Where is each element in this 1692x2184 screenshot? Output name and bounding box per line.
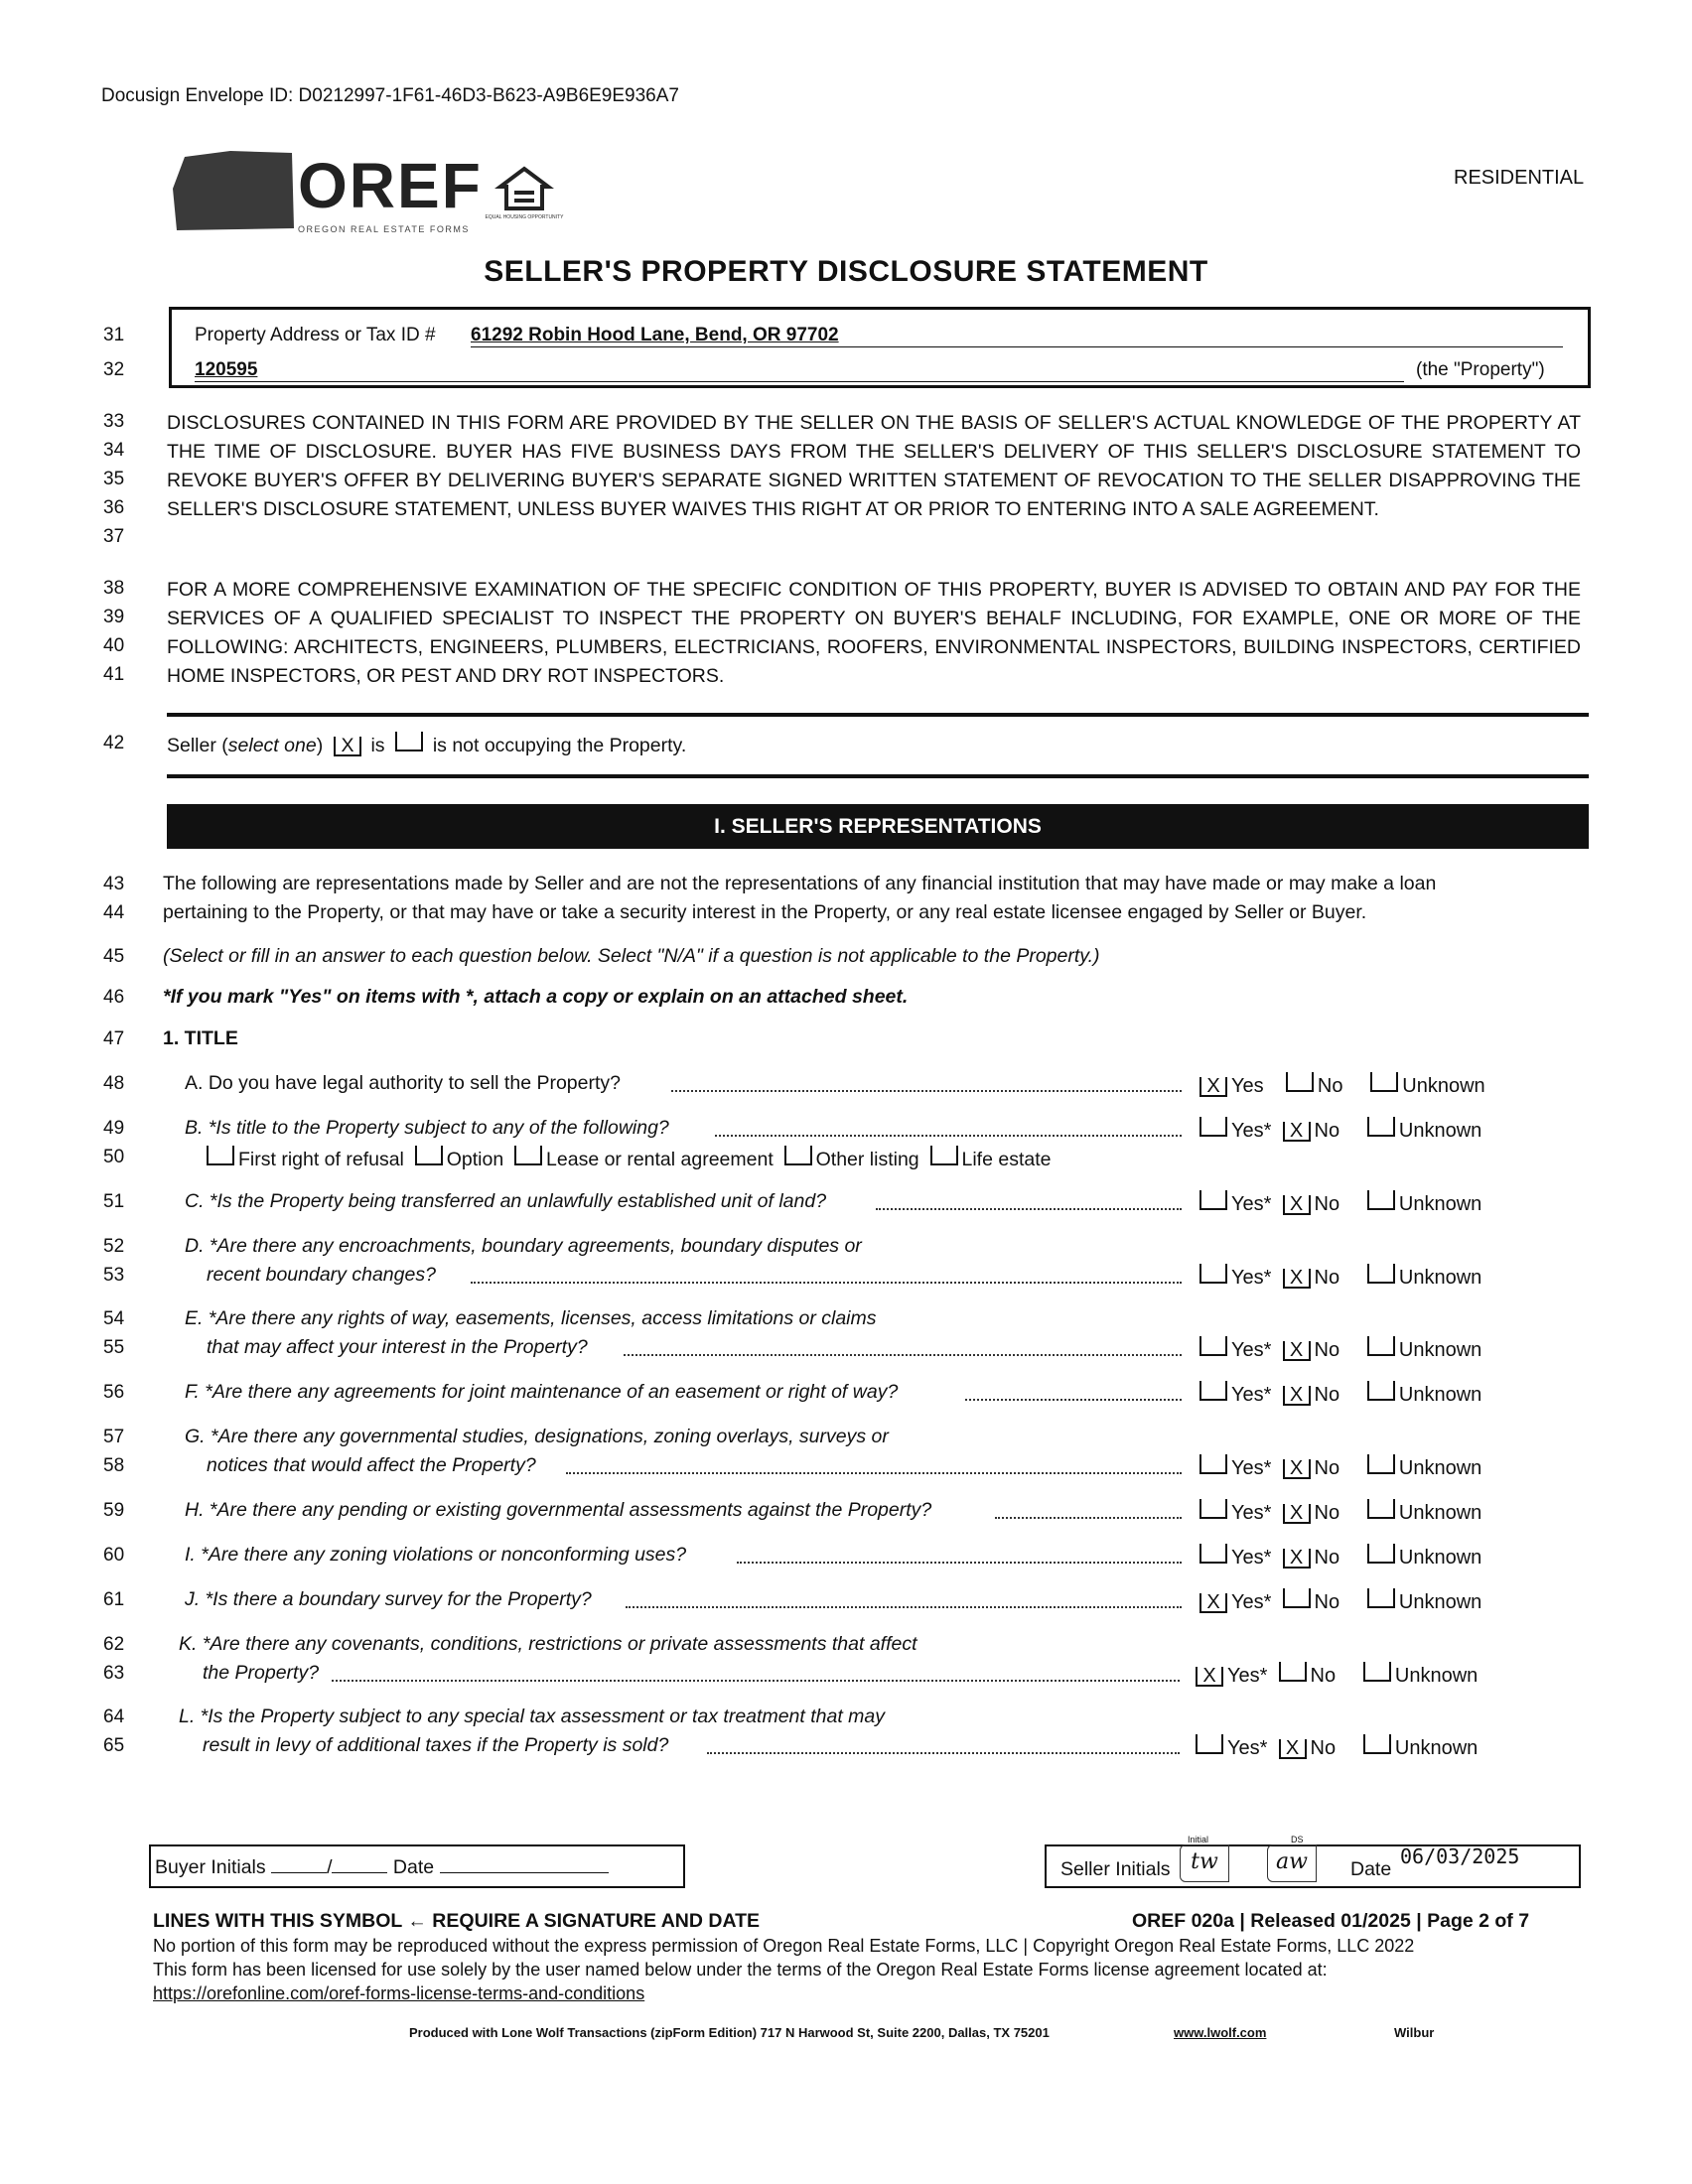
question-d-text: D. *Are there any encroachments, boundary agreements, boundary disputes or	[185, 1235, 862, 1257]
ds-tag: DS	[1291, 1835, 1304, 1844]
line-number: 34	[103, 440, 125, 461]
lwolf-link[interactable]: www.lwolf.com	[1174, 2025, 1267, 2040]
question-f-answers: Yes* X No Unknown	[1199, 1381, 1481, 1407]
yes-checkbox[interactable]: X	[1199, 1593, 1227, 1613]
dot-leader	[332, 1680, 1180, 1682]
occupying-checkbox[interactable]: X	[334, 737, 361, 756]
lease-checkbox[interactable]	[514, 1146, 542, 1165]
no-checkbox[interactable]: X	[1283, 1269, 1311, 1289]
line-number: 44	[103, 902, 125, 923]
property-address-field[interactable]: 61292 Robin Hood Lane, Bend, OR 97702	[471, 325, 839, 345]
first-right-of-refusal-checkbox[interactable]	[207, 1146, 234, 1165]
seller-date-label: Date	[1350, 1858, 1392, 1880]
unknown-checkbox[interactable]	[1367, 1264, 1395, 1284]
page-title: SELLER'S PROPERTY DISCLOSURE STATEMENT	[484, 255, 1208, 288]
oref-logo-word: OREF	[298, 150, 483, 221]
no-checkbox[interactable]: X	[1283, 1386, 1311, 1406]
dot-leader	[624, 1354, 1182, 1356]
question-j-answers: X Yes* No Unknown	[1199, 1588, 1481, 1614]
yes-checkbox[interactable]	[1199, 1117, 1227, 1137]
line-number: 62	[103, 1634, 125, 1655]
unknown-checkbox[interactable]	[1367, 1499, 1395, 1519]
signature-notice: LINES WITH THIS SYMBOL ← REQUIRE A SIGNATURE AND DATE	[153, 1910, 761, 1932]
no-checkbox[interactable]: X	[1283, 1122, 1311, 1142]
unknown-checkbox[interactable]	[1367, 1381, 1395, 1401]
question-h-text: H. *Are there any pending or existing governmental assessments against the Property?	[185, 1499, 932, 1521]
dot-leader	[737, 1562, 1182, 1564]
property-suffix-label: (the "Property")	[1416, 359, 1545, 380]
question-f-text: F. *Are there any agreements for joint maintenance of an easement or right of way?	[185, 1381, 899, 1403]
representations-text-1: The following are representations made by Seller and are not the representations of any financial institution that may have made or may make a loan	[163, 873, 1437, 894]
line-number: 50	[103, 1147, 125, 1167]
line-number: 35	[103, 469, 125, 489]
dot-leader	[965, 1399, 1182, 1401]
line-number: 31	[103, 325, 125, 345]
question-c-answers: Yes* X No Unknown	[1199, 1190, 1481, 1216]
yes-checkbox[interactable]	[1199, 1381, 1227, 1401]
question-l-text: L. *Is the Property subject to any special tax assessment or tax treatment that may	[179, 1706, 885, 1727]
divider	[167, 774, 1589, 778]
question-j-text: J. *Is there a boundary survey for the Property?	[185, 1588, 592, 1610]
unknown-checkbox[interactable]	[1367, 1588, 1395, 1608]
yes-checkbox[interactable]	[1199, 1499, 1227, 1519]
question-a-text: A. Do you have legal authority to sell the Property?	[185, 1072, 621, 1094]
title-section-heading: 1. TITLE	[163, 1027, 238, 1049]
inspection-paragraph: FOR A MORE COMPREHENSIVE EXAMINATION OF THE SPECIFIC CONDITION OF THIS PROPERTY, BUYER IS ADVISED TO OBTAIN AND PAY FOR THE SERVICES OF A QUALIFIED SPECIALIST TO INSPECT THE PROPERTY ON BUYER'S BEHALF INCLUDING, FOR EXAMPLE, ONE OR MORE OF THE FOLLOWING: ARCHITECTS, ENGINEERS, PLUMBERS, ELECTRICIANS, ROOFERS, ENVIRONMENTAL INSPECTORS, BUILDING INSPECTORS, CERTIFIED HOME INSPECTORS, OR PEST AND DRY ROT INSPECTORS.	[167, 579, 1581, 687]
license-text: This form has been licensed for use solely by the user named below under the terms of the Oregon Real Estate Forms license agreement located at:	[153, 1960, 1328, 1979]
yes-checkbox[interactable]	[1199, 1544, 1227, 1564]
dot-leader	[995, 1517, 1182, 1519]
question-d-answers: Yes* X No Unknown	[1199, 1264, 1481, 1290]
license-link[interactable]: https://orefonline.com/oref-forms-license-terms-and-conditions	[153, 1983, 645, 2003]
other-listing-checkbox[interactable]	[784, 1146, 812, 1165]
question-g-text: G. *Are there any governmental studies, designations, zoning overlays, surveys or	[185, 1426, 889, 1447]
equal-housing-icon	[485, 165, 564, 224]
asterisk-note: *If you mark "Yes" on items with *, attach a copy or explain on an attached sheet.	[163, 986, 909, 1008]
question-e-text: E. *Are there any rights of way, easements, licenses, access limitations or claims	[185, 1307, 877, 1329]
no-checkbox[interactable]: X	[1283, 1195, 1311, 1215]
dot-leader	[715, 1135, 1182, 1137]
no-checkbox[interactable]: X	[1283, 1549, 1311, 1569]
line-number: 42	[103, 733, 125, 753]
line-number: 56	[103, 1382, 125, 1403]
property-address-label: Property Address or Tax ID #	[195, 325, 436, 345]
question-g-answers: Yes* X No Unknown	[1199, 1454, 1481, 1480]
line-number: 57	[103, 1427, 125, 1447]
yes-checkbox[interactable]	[1199, 1264, 1227, 1284]
question-h-answers: Yes* X No Unknown	[1199, 1499, 1481, 1525]
dot-leader	[626, 1606, 1182, 1608]
no-checkbox[interactable]: X	[1283, 1459, 1311, 1479]
unknown-checkbox[interactable]	[1367, 1117, 1395, 1137]
yes-checkbox[interactable]	[1199, 1454, 1227, 1474]
line-number: 61	[103, 1589, 125, 1610]
line-number: 39	[103, 607, 125, 627]
question-k-text: K. *Are there any covenants, conditions, restrictions or private assessments that affect	[179, 1633, 917, 1655]
no-checkbox[interactable]: X	[1283, 1341, 1311, 1361]
question-d-text-2: recent boundary changes?	[207, 1264, 436, 1286]
address-underline	[471, 346, 1563, 347]
line-number: 49	[103, 1118, 125, 1139]
dot-leader	[876, 1208, 1182, 1210]
line-number: 63	[103, 1663, 125, 1684]
line-number: 36	[103, 497, 125, 518]
oref-logo-subtitle: OREGON REAL ESTATE FORMS	[298, 224, 470, 234]
option-checkbox[interactable]	[415, 1146, 443, 1165]
property-address-box	[169, 307, 1591, 388]
line-number: 53	[103, 1265, 125, 1286]
initial-tag: Initial	[1188, 1835, 1209, 1844]
question-a-answers: X Yes No Unknown	[1199, 1072, 1485, 1098]
question-b-text: B. *Is title to the Property subject to any of the following?	[185, 1117, 669, 1139]
line-number: 43	[103, 874, 125, 894]
property-taxid-field[interactable]: 120595	[195, 359, 258, 380]
line-number: 46	[103, 987, 125, 1008]
question-k-text-2: the Property?	[203, 1662, 320, 1684]
question-k-answers: X Yes* No Unknown	[1196, 1662, 1478, 1688]
no-checkbox[interactable]	[1286, 1072, 1314, 1092]
disclosure-paragraph: DISCLOSURES CONTAINED IN THIS FORM ARE PROVIDED BY THE SELLER ON THE BASIS OF SELLER'S ACTUAL KNOWLEDGE OF THE PROPERTY AT THE TIME OF DISCLOSURE. BUYER HAS FIVE BUSINESS DAYS FROM THE SELLER'S DELIVERY OF THIS SELLER'S DISCLOSURE STATEMENT TO REVOKE BUYER'S OFFER BY DELIVERING BUYER'S SEPARATE SIGNED WRITTEN STATEMENT OF REVOCATION TO THE SELLER DISAPPROVING THE SELLER'S DISCLOSURE STATEMENT, UNLESS BUYER WAIVES THIS RIGHT AT OR PRIOR TO ENTERING INTO A SALE AGREEMENT.	[167, 412, 1581, 520]
line-number: 33	[103, 411, 125, 432]
line-number: 52	[103, 1236, 125, 1257]
representations-text-2: pertaining to the Property, or that may have or take a security interest in the Property, or any real estate licensee engaged by Seller or Buyer.	[163, 901, 1367, 923]
oregon-state-logo-icon	[171, 149, 300, 233]
unknown-checkbox[interactable]	[1367, 1336, 1395, 1356]
line-number: 58	[103, 1455, 125, 1476]
unknown-checkbox[interactable]	[1367, 1454, 1395, 1474]
question-l-answers: Yes* X No Unknown	[1196, 1734, 1478, 1760]
line-number: 51	[103, 1191, 125, 1212]
line-number: 48	[103, 1073, 125, 1094]
yes-checkbox[interactable]: X	[1196, 1667, 1223, 1687]
line-number: 65	[103, 1735, 125, 1756]
line-number: 45	[103, 946, 125, 967]
section-heading: I. SELLER'S REPRESENTATIONS	[167, 804, 1589, 849]
instruction-text: (Select or fill in an answer to each question below. Select "N/A" if a question is not applicable to the Property.)	[163, 945, 1100, 967]
yes-checkbox[interactable]	[1199, 1190, 1227, 1210]
question-g-text-2: notices that would affect the Property?	[207, 1454, 536, 1476]
unknown-checkbox[interactable]	[1363, 1734, 1391, 1754]
unknown-checkbox[interactable]	[1367, 1190, 1395, 1210]
seller-date-field[interactable]: 06/03/2025	[1400, 1844, 1520, 1868]
no-checkbox[interactable]: X	[1283, 1504, 1311, 1524]
dot-leader	[471, 1282, 1182, 1284]
question-e-text-2: that may affect your interest in the Property?	[207, 1336, 588, 1358]
user-name: Wilbur	[1394, 2025, 1435, 2040]
question-b-options: First right of refusal Option Lease or rental agreement Other listing Life estate	[207, 1146, 1051, 1171]
line-number: 54	[103, 1308, 125, 1329]
question-l-text-2: result in levy of additional taxes if the Property is sold?	[203, 1734, 669, 1756]
eho-caption: EQUAL HOUSING OPPORTUNITY	[485, 214, 564, 220]
buyer-initial-1-field[interactable]	[271, 1872, 327, 1873]
line-number: 40	[103, 635, 125, 656]
occupancy-row: Seller (select one) X is is not occupying the Property.	[167, 732, 686, 757]
copyright-text: No portion of this form may be reproduced without the express permission of Oregon Real Estate Forms, LLC | Copyright Oregon Real Estate Forms, LLC 2022	[153, 1936, 1415, 1956]
form-type-label: RESIDENTIAL	[1454, 167, 1585, 189]
buyer-date-field[interactable]	[440, 1872, 609, 1873]
question-e-answers: Yes* X No Unknown	[1199, 1336, 1481, 1362]
line-number: 64	[103, 1706, 125, 1727]
line-number: 59	[103, 1500, 125, 1521]
no-checkbox[interactable]	[1279, 1662, 1307, 1682]
docusign-envelope-id: Docusign Envelope ID: D0212997-1F61-46D3-B623-A9B6E9E936A7	[101, 85, 679, 106]
dot-leader	[566, 1472, 1182, 1474]
produced-with-text: Produced with Lone Wolf Transactions (zipForm Edition) 717 N Harwood St, Suite 2200, Dallas, TX 75201	[409, 2025, 1050, 2040]
line-number: 47	[103, 1028, 125, 1049]
question-i-text: I. *Are there any zoning violations or nonconforming uses?	[185, 1544, 687, 1566]
unknown-checkbox[interactable]	[1370, 1072, 1398, 1092]
life-estate-checkbox[interactable]	[930, 1146, 958, 1165]
unknown-checkbox[interactable]	[1367, 1544, 1395, 1564]
line-number: 38	[103, 578, 125, 599]
question-b-answers: Yes* X No Unknown	[1199, 1117, 1481, 1143]
no-checkbox[interactable]: X	[1279, 1739, 1307, 1759]
no-checkbox[interactable]	[1283, 1588, 1311, 1608]
form-id: OREF 020a | Released 01/2025 | Page 2 of 7	[1132, 1910, 1530, 1932]
yes-checkbox[interactable]	[1199, 1336, 1227, 1356]
divider	[167, 713, 1589, 717]
buyer-initial-2-field[interactable]	[332, 1872, 387, 1873]
buyer-initials-row: Buyer Initials / Date	[155, 1856, 609, 1879]
not-occupying-checkbox[interactable]	[395, 732, 423, 751]
question-c-text: C. *Is the Property being transferred an unlawfully established unit of land?	[185, 1190, 827, 1212]
dot-leader	[707, 1752, 1180, 1754]
line-number: 37	[103, 526, 125, 547]
seller-initial-2-field[interactable]: aw	[1267, 1844, 1317, 1882]
line-number: 60	[103, 1545, 125, 1566]
taxid-underline	[195, 381, 1404, 382]
yes-checkbox[interactable]	[1196, 1734, 1223, 1754]
dot-leader	[671, 1090, 1182, 1092]
yes-checkbox[interactable]: X	[1199, 1077, 1227, 1097]
line-number: 32	[103, 359, 125, 380]
line-number: 55	[103, 1337, 125, 1358]
seller-initials-label: Seller Initials	[1060, 1858, 1171, 1880]
line-number: 41	[103, 664, 125, 685]
question-i-answers: Yes* X No Unknown	[1199, 1544, 1481, 1570]
seller-initial-1-field[interactable]: tw	[1180, 1844, 1229, 1882]
unknown-checkbox[interactable]	[1363, 1662, 1391, 1682]
